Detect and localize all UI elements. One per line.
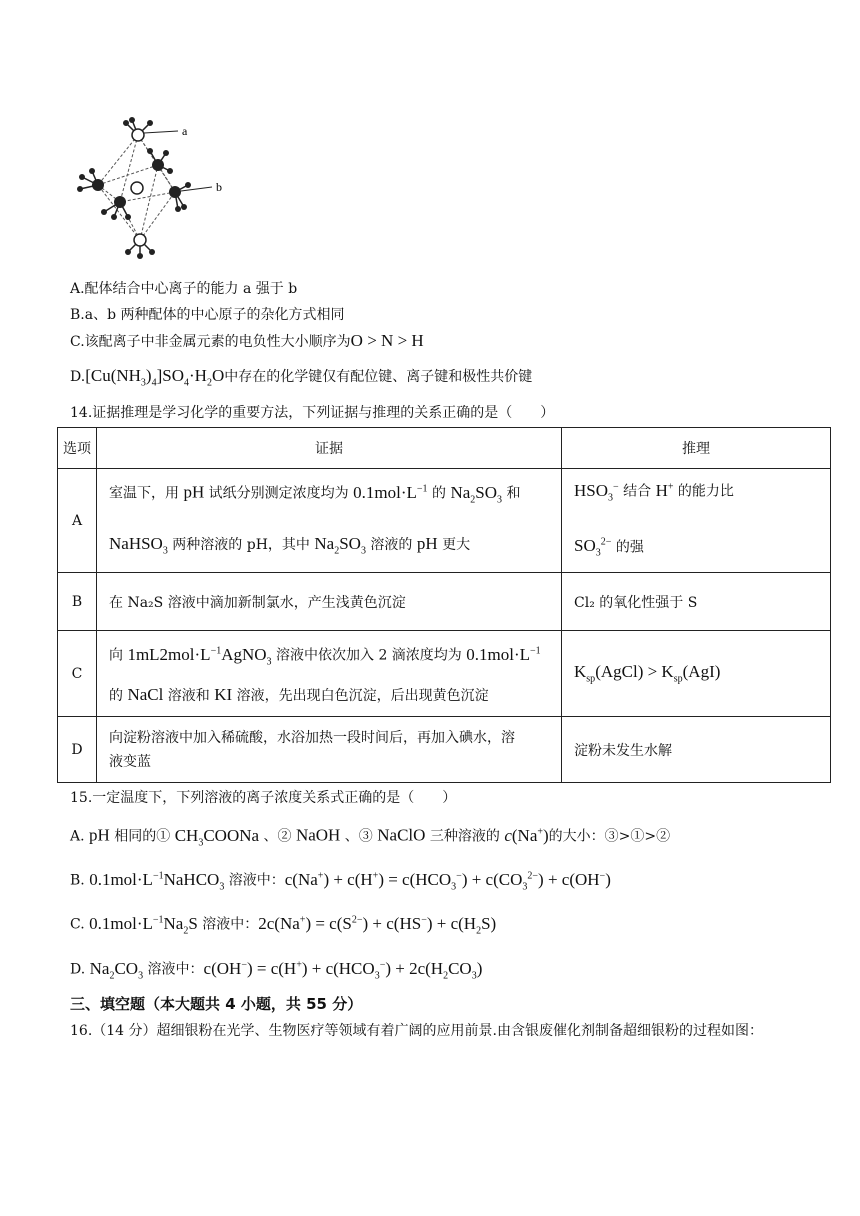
row-evidence: 向 $1mL2mol\cdot L^{-1}AgNO_3$ 溶液中依次加入 2 滴浓度均为 $0.1mol\cdot L^{-1}$ 的 NaCl 溶液和 KI 溶液，先出现白色沉淀，后出现黄色沉淀 <box>97 631 562 717</box>
row-option: B <box>58 573 97 631</box>
table-row <box>58 469 831 573</box>
row-inference: Cl₂ 的氧化性强于 S <box>562 573 831 631</box>
q15-option-d: D. $Na_2CO_3$ 溶液中：$c(OH^-) = c(H^+) + c(HCO_3^-) + 2c(H_2CO_3)$ <box>70 958 483 982</box>
q13-option-a: A.配体结合中心离子的能力 a 强于 b <box>70 281 298 297</box>
q14-stem: 14.证据推理是学习化学的重要方法，下列证据与推理的关系正确的是（ ） <box>70 405 555 421</box>
table-header-row <box>58 428 831 469</box>
row-inference: $HSO_3^-$ 结合 H+ 的能力比 $SO_3^{2-}$ 的强 <box>562 469 831 573</box>
q15-stem: 15.一定温度下，下列溶液的离子浓度关系式正确的是（ ） <box>70 790 457 806</box>
header-option: 选项 <box>58 428 97 469</box>
row-option: C <box>58 631 97 717</box>
table-row <box>58 717 831 783</box>
row-option: A <box>58 469 97 573</box>
row-evidence: 在 Na₂S 溶液中滴加新制氯水，产生浅黄色沉淀 <box>97 573 562 631</box>
figure-label-b: b <box>216 180 222 194</box>
q16-stem: 16.（14 分）超细银粉在光学、生物医疗等领域有着广阔的应用前景.由含银废催化剂制备超细银粉的过程如图： <box>70 1023 763 1039</box>
q15-option-b: B. $0.1mol\cdot L^{-1}NaHCO_3$ 溶液中：$c(Na^+) + c(H^+) = c(HCO_3^-) + c(CO_3^{2-}) + c(OH^-)$ <box>70 869 611 893</box>
table-row <box>58 631 831 717</box>
q13-option-d: $D.[Cu(NH_3)_4]SO_4\cdot H_2O$中存在的化学键仅有配位键、离子键和极性共价键 <box>70 366 533 389</box>
figure-label-a: a <box>182 124 188 138</box>
row-option: D <box>58 717 97 783</box>
section-title: 三、填空题（本大题共 4 小题，共 55 分） <box>70 995 363 1013</box>
row-inference: 淀粉未发生水解 <box>562 717 831 783</box>
q14-table <box>57 427 831 783</box>
row-evidence: 室温下，用 pH 试纸分别测定浓度均为 $0.1mol\cdot L^{-1}$ 的 $Na_2SO_3$ 和 NaHSO$_3$ 两种溶液的 pH，其中 $Na_2SO_3$ 溶液的 pH 更大 <box>97 469 562 573</box>
table-row <box>58 573 831 631</box>
header-evidence: 证据 <box>97 428 562 469</box>
q15-option-a: A. pH 相同的① $CH_3COONa$ 、② NaOH 、③ NaClO 三种溶液的 c(Na+)的大小：③>①>② <box>70 825 671 849</box>
q13-option-c: C.该配离子中非金属元素的电负性大小顺序为O > N > H <box>70 331 424 350</box>
complex-ion-structure-figure <box>70 115 240 260</box>
row-inference: $K_{sp}(AgCl) > K_{sp}(AgI)$ <box>562 631 831 717</box>
row-evidence: 向淀粉溶液中加入稀硫酸，水浴加热一段时间后，再加入碘水，溶 液变蓝 <box>97 717 562 783</box>
q15-option-c: C. $0.1mol\cdot L^{-1}Na_2S$ 溶液中：$2c(Na^+) = c(S^{2-}) + c(HS^-) + c(H_2S)$ <box>70 913 497 937</box>
q13-option-b: B.a、b 两种配体的中心原子的杂化方式相同 <box>70 307 345 323</box>
header-inference: 推理 <box>562 428 831 469</box>
